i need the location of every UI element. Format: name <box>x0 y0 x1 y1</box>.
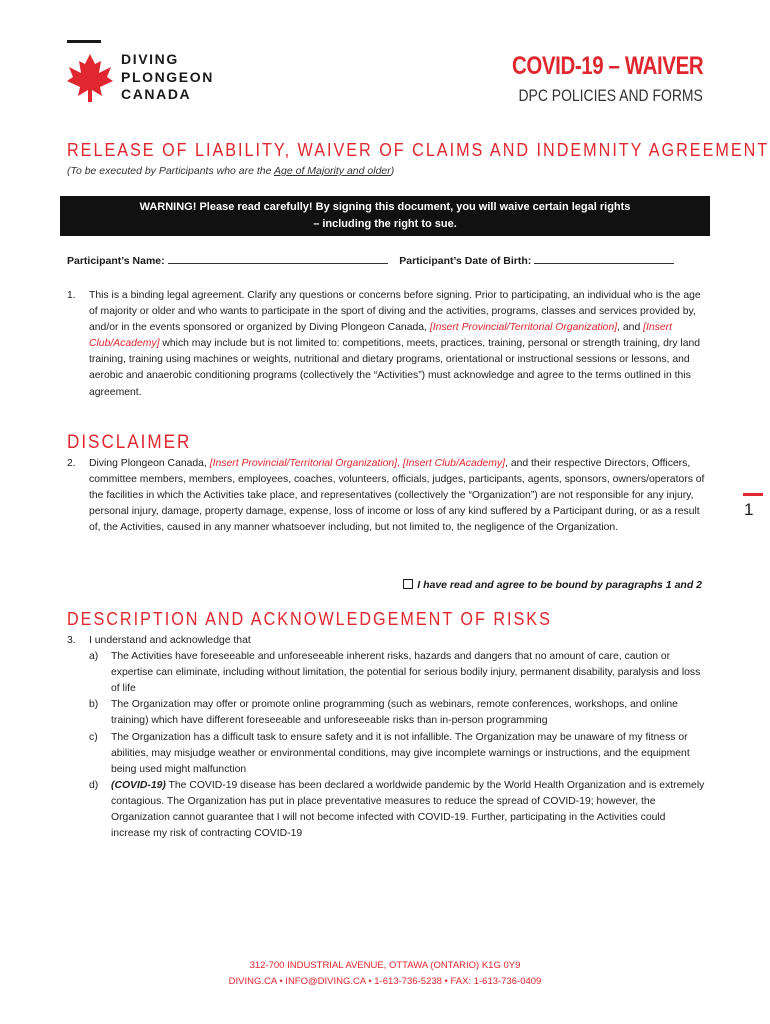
paragraph-text <box>89 456 707 536</box>
risk-item-letter: a) <box>89 651 99 663</box>
intro-prefix: (To be executed by Participants who are the <box>67 165 275 177</box>
warning-line-2: – including the right to sue. <box>313 218 457 230</box>
document-subtitle: DPC POLICIES AND FORMS <box>518 86 703 105</box>
risk-item <box>89 697 707 729</box>
para1-text-a: This is a binding legal agreement. Clarify any questions or concerns before signing. Prior to participating, an individual who is the age of majority or older and who wants to participate in the sport of diving and the activities, programs, classes and services provided by, and/or in the events sponsored or organized by Diving Plongeon Canada, <box>89 290 701 334</box>
placeholder-pto: [Insert Provincial/Territorial Organization] <box>209 458 398 469</box>
page-number-marker <box>743 493 763 496</box>
participant-name-label: Participant’s Name: <box>67 255 165 267</box>
paragraph-number: 2. <box>67 458 76 469</box>
logo-line: CANADA <box>121 86 192 102</box>
risk-item-letter: b) <box>89 699 99 711</box>
paragraph-number: 1. <box>67 290 76 301</box>
covid-text: The COVID-19 disease has been declared a worldwide pandemic by the World Health Organization and is extremely contagious. The Organization has put in place preventative measures to reduce the spread of COVID-19; however, the Organization cannot guarantee that I will not become infected with COVID-19. Further, participating in the Activities could increase my risk of contracting COVID-19 <box>111 779 705 840</box>
age-of-majority-link: Age of Majority and older <box>274 165 391 177</box>
paragraph-2 <box>67 456 707 536</box>
document-title: COVID-19 – WAIVER <box>511 52 703 80</box>
risk-item-letter: d) <box>89 779 99 791</box>
para2-text-a: Diving Plongeon Canada, <box>89 458 210 469</box>
agreement-label: I have read and agree to be bound by paragraphs 1 and 2 <box>417 579 702 591</box>
paragraph-number: 3. <box>67 635 76 646</box>
para1-text-b: , and <box>617 322 644 334</box>
paragraph-text <box>89 288 707 401</box>
risks-heading: DESCRIPTION AND ACKNOWLEDGEMENT OF RISKS <box>67 609 552 629</box>
participant-dob-field[interactable] <box>534 254 674 264</box>
maple-leaf-logo-icon <box>66 52 114 102</box>
para2-text-b: , and their respective Directors, Officers, committee members, members, employees, coaches, volunteers, officials, judges, participants, agents, sponsors, owners/operators of the facilities in which the Activities take place, and representatives (collectively the “Organization”) are not responsible for any injury, personal injury, damage, property damage, expense, loss of income or loss of any kind suffered by a Participant during, or as a result of, the Activities, caused in any manner whatsoever including, but not limited to, the negligence of the Organization. <box>89 458 705 534</box>
warning-banner <box>60 196 710 236</box>
placeholder-separator: , <box>397 458 403 469</box>
risk-item <box>89 649 707 697</box>
placeholder-pto: [Insert Provincial/Territorial Organization] <box>429 322 618 334</box>
covid-label: (COVID-19) <box>111 779 166 791</box>
paragraph-1 <box>67 288 707 401</box>
logo-wordmark <box>121 51 214 104</box>
agreement-checkbox[interactable] <box>403 579 413 589</box>
logo-line: DIVING <box>121 51 179 67</box>
risk-item-text: The Organization has a difficult task to ensure safety and it is not infallible. The Organization may be unaware of my fitness or abilities, may misjudge weather or environmental conditions, may give incomplete warnings or instructions, and the equipment being used might malfunction <box>111 731 690 775</box>
paragraph-3 <box>67 633 707 842</box>
risk-item <box>89 778 707 842</box>
participant-dob-label: Participant’s Date of Birth: <box>399 255 532 267</box>
disclaimer-heading: DISCLAIMER <box>67 432 192 453</box>
risk-item-text: The Organization may offer or promote online programming (such as webinars, remote conferences, workshops, and online training) which have different foreseeable and unforeseeable risks than in-person programming <box>111 699 678 727</box>
placeholder-club: [Insert Club/Academy] <box>89 322 672 350</box>
risk-item-text <box>111 778 707 842</box>
participant-fields <box>67 254 674 267</box>
risk-item-letter: c) <box>89 731 98 743</box>
participant-name-field[interactable] <box>168 254 388 264</box>
risk-item-text: The Activities have foreseeable and unforeseeable inherent risks, hazards and dangers that no amount of care, caution or expertise can eliminate, including without limitation, the potential for serious bodily injury, permanent disability, paralysis and loss of life <box>111 651 701 695</box>
intro-suffix: ) <box>390 165 395 177</box>
footer-address: 312-700 INDUSTRIAL AVENUE, OTTAWA (ONTARIO) K1G 0Y9 <box>249 960 521 971</box>
logo-bar <box>67 40 101 43</box>
paragraph-intro: I understand and acknowledge that <box>89 635 251 646</box>
page-number: 1 <box>744 500 754 519</box>
footer-contact: DIVING.CA • INFO@DIVING.CA • 1-613-736-5238 • FAX: 1-613-736-0409 <box>228 976 542 987</box>
release-heading: RELEASE OF LIABILITY, WAIVER OF CLAIMS AND INDEMNITY AGREEMENT <box>67 140 770 160</box>
intro-note <box>67 165 394 177</box>
logo-line: PLONGEON <box>121 68 214 85</box>
risk-item <box>89 730 707 778</box>
placeholder-club: [Insert Club/Academy] <box>402 458 506 469</box>
agreement-checkbox-row[interactable] <box>403 579 702 591</box>
para1-text-c: which may include but is not limited to: competitions, meets, practices, training, personal or strength training, dry land training, training using machines or weights, nutritional and dietary programs, orientational or instructional sessions or lessons, and aerobic and anaerobic conditioning programs (collectively the “Activities”) must acknowledge and agree to the terms outlined in this agreement. <box>89 338 701 398</box>
warning-line-1: WARNING! Please read carefully! By signing this document, you will waive certain legal rights <box>139 201 631 213</box>
